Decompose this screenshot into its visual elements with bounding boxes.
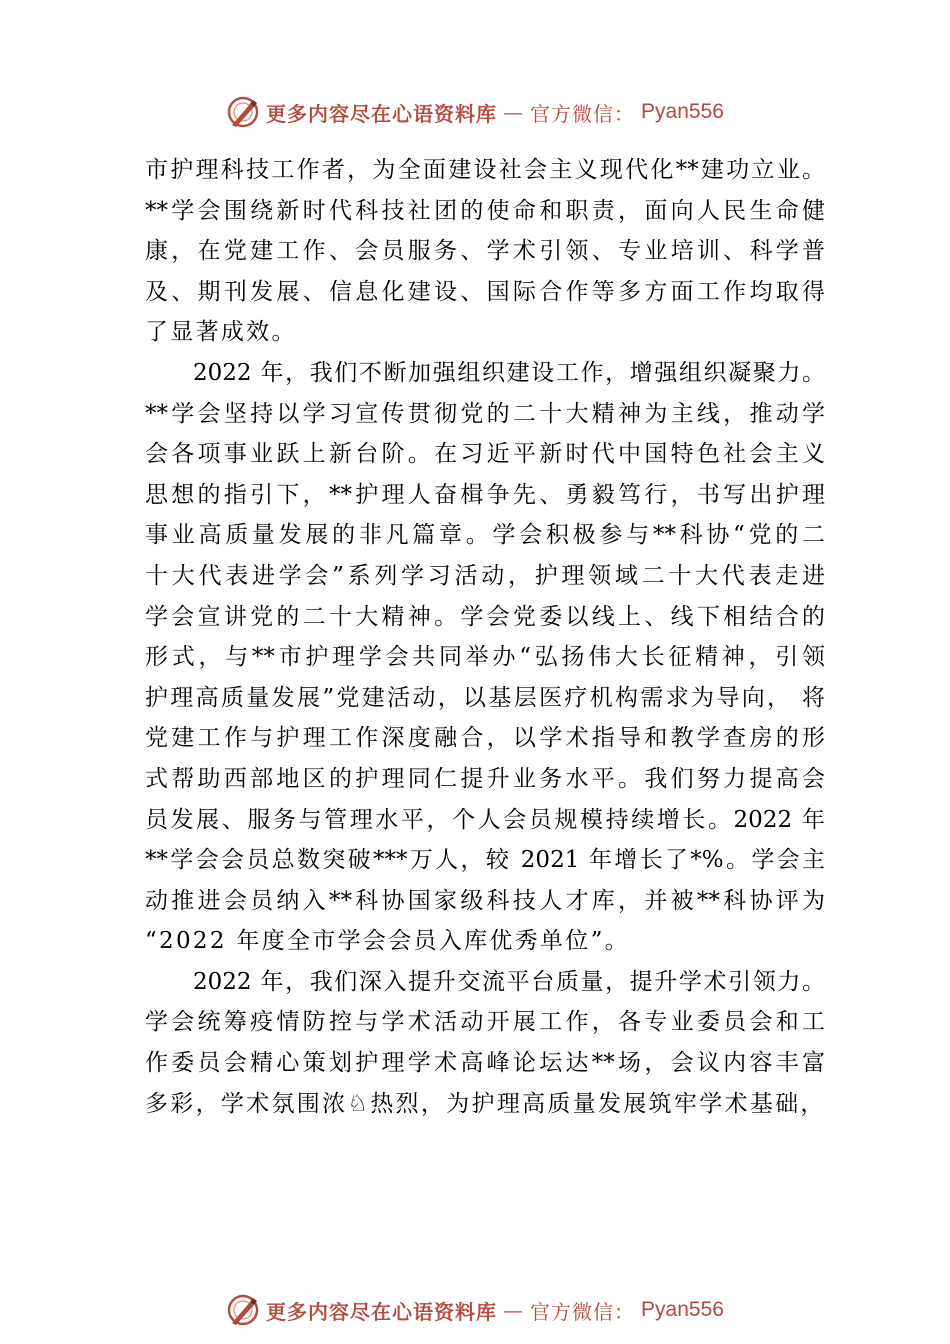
pen-logo-icon xyxy=(226,1293,260,1327)
banner-dash: — xyxy=(503,1298,525,1322)
footer-banner xyxy=(0,1290,950,1330)
text-line: 护理高质量发展”党建活动，以基层医疗机构需求为导向， 将 xyxy=(145,684,825,711)
document-body xyxy=(145,150,825,1124)
header-banner xyxy=(0,92,950,132)
text-line: “2022 年度全市学会会员入库优秀单位”。 xyxy=(145,928,630,955)
text-line: 员发展、服务与管理水平，个人会员规模持续增长。2022 年 xyxy=(145,806,825,833)
banner-title: 更多内容尽在心语资料库 xyxy=(266,101,498,126)
text-line: 多彩，学术氛围浓♘热烈，为护理高质量发展筑牢学术基础， xyxy=(145,1090,826,1117)
text-line: 了显著成效。 xyxy=(145,319,297,346)
banner-wechat-label: 官方微信： xyxy=(530,1299,636,1324)
text-line: 事业高质量发展的非凡篇章。学会积极参与**科协“党的二 xyxy=(145,522,825,549)
text-line: 党建工作与护理工作深度融合，以学术指导和教学查房的形 xyxy=(145,725,825,752)
banner-wechat-id: Pyan556 xyxy=(641,100,724,123)
text-line: 康，在党建工作、会员服务、学术引领、专业培训、科学普 xyxy=(145,238,825,265)
banner-wechat-id: Pyan556 xyxy=(641,1298,724,1321)
text-line: **学会会员总数突破***万人，较 2021 年增长了*%。学会主 xyxy=(145,847,825,874)
text-line: **学会围绕新时代科技社团的使命和职责，面向人民生命健 xyxy=(145,197,825,224)
text-line: 动推进会员纳入**科协国家级科技人才库，并被**科协评为 xyxy=(145,887,825,914)
paragraph-first-line: 2022 年，我们不断加强组织建设工作，增强组织凝聚力。 xyxy=(193,359,825,386)
text-line: 学会宣讲党的二十大精神。学会党委以线上、线下相结合的 xyxy=(145,603,825,630)
text-line: 会各项事业跃上新台阶。在习近平新时代中国特色社会主义 xyxy=(145,441,825,468)
text-line: 学会统筹疫情防控与学术活动开展工作，各专业委员会和工 xyxy=(145,1009,825,1036)
text-line: 形式，与**市护理学会共同举办“弘扬伟大长征精神，引领 xyxy=(145,644,825,671)
text-line: 市护理科技工作者，为全面建设社会主义现代化**建功立业。 xyxy=(145,157,825,183)
pen-logo-icon xyxy=(226,95,260,129)
text-line: 思想的指引下，**护理人奋楫争先、勇毅笃行，书写出护理 xyxy=(145,481,825,508)
banner-wechat-label: 官方微信： xyxy=(530,101,636,126)
text-line: 十大代表进学会”系列学习活动，护理领域二十大代表走进 xyxy=(145,562,825,589)
text-line: 式帮助西部地区的护理同仁提升业务水平。我们努力提高会 xyxy=(145,765,825,792)
text-line: 作委员会精心策划护理学术高峰论坛达**场，会议内容丰富 xyxy=(145,1050,825,1077)
banner-title: 更多内容尽在心语资料库 xyxy=(266,1299,498,1324)
text-line: **学会坚持以学习宣传贯彻党的二十大精神为主线，推动学 xyxy=(145,400,825,427)
text-line: 及、期刊发展、信息化建设、国际合作等多方面工作均取得 xyxy=(145,278,825,305)
paragraph-first-line: 2022 年，我们深入提升交流平台质量，提升学术引领力。 xyxy=(193,968,825,995)
banner-dash: — xyxy=(503,100,525,124)
